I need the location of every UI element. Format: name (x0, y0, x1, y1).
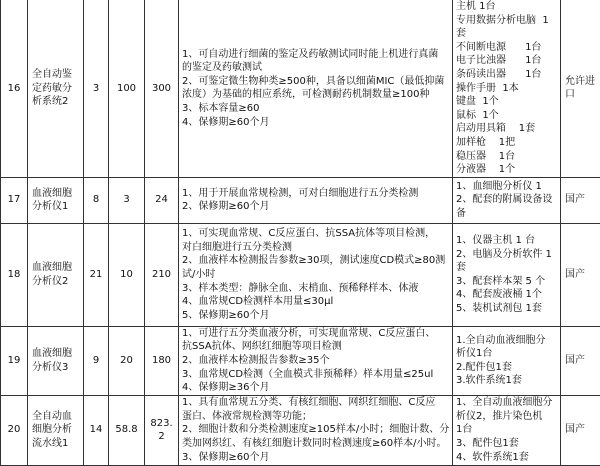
quantity: 21 (84, 223, 109, 326)
parameters (179, 326, 453, 395)
config-line: 1台 (456, 423, 557, 437)
unit-price: 58.8 (109, 395, 145, 465)
origin: 国产 (561, 177, 600, 223)
config-line: 4、软件系统1套 (456, 451, 557, 465)
config-line: 电子比浊器 1台 (456, 54, 557, 68)
config-line: 1、全自动血液细胞分 (456, 396, 557, 410)
quantity: 3 (84, 0, 109, 177)
param-line: 2、血液样本检测报告参数≥35个 (182, 354, 449, 368)
configuration (453, 395, 561, 465)
param-line: 1、可进行五分类血液分析，可实现血常规、C反应蛋白、 (182, 327, 449, 341)
param-line: 的鉴定及药敏测试 (182, 61, 449, 75)
param-line: 4、保修期≥36个月 (182, 381, 449, 395)
unit-price: 20 (109, 326, 145, 395)
total-price: 823.2 (145, 395, 179, 465)
configuration (453, 0, 561, 177)
config-line: 5、装机试剂包 1套 (456, 302, 557, 316)
config-line: 主机 1台 (456, 0, 557, 14)
param-line: 1、用于开展血常规检测，可对白细胞进行五分类检测 (182, 187, 449, 201)
config-line: 3、配套样本架 5 个 (456, 275, 557, 289)
param-line: 2、可鉴定微生物种类≥500种，具备以细菌MIC（最低抑菌 (182, 75, 449, 89)
equipment-name: 血液细胞分析仪1 (28, 177, 84, 223)
configuration (453, 326, 561, 395)
config-line: 3、配件包1套 (456, 437, 557, 451)
config-line: 鼠标 1个 (456, 109, 557, 123)
configuration (453, 177, 561, 223)
row-number: 19 (1, 326, 28, 395)
unit-price: 3 (109, 177, 145, 223)
param-line: 3、保修期≥60个月 (182, 451, 449, 465)
total-price: 210 (145, 223, 179, 326)
config-line: 4、配套废液桶 1个 (456, 288, 557, 302)
row-number: 20 (1, 395, 28, 465)
equipment-name: 血液细胞分析仪3 (28, 326, 84, 395)
param-line: 5、保修期≥60个月 (182, 309, 449, 323)
param-line: 蛋白、体液常规检测等功能； (182, 410, 449, 424)
config-line: 不间断电源 1台 (456, 41, 557, 55)
param-line: 2、细胞计数和分类检测速度≥105样本/小时；细胞计数、分 (182, 423, 449, 437)
param-line: 4、血常规CD检测样本用量≤30μl (182, 295, 449, 309)
equipment-name: 全自动鉴定药敏分析系统2 (28, 0, 84, 177)
unit-price: 100 (109, 0, 145, 177)
origin: 国产 (561, 395, 600, 465)
row-number: 17 (1, 177, 28, 223)
row-number: 16 (1, 0, 28, 177)
config-line: 分液器 1个 (456, 163, 557, 177)
quantity: 8 (84, 177, 109, 223)
config-line: 加样枪 1把 (456, 136, 557, 150)
config-line: 稳压器 1台 (456, 150, 557, 164)
table-row (1, 177, 600, 223)
config-line: 操作手册 1本 (456, 82, 557, 96)
parameters (179, 0, 453, 177)
row-number: 18 (1, 223, 28, 326)
config-line: 键盘 1个 (456, 95, 557, 109)
config-line: 析仪1台 (456, 347, 557, 361)
config-line: 套 (456, 261, 557, 275)
param-line: 1、可实现血常规、C反应蛋白、抗SSA抗体等项目检测， (182, 227, 449, 241)
config-line: 1、血细胞分析仪 1 (456, 180, 557, 194)
param-line: 1、具有血常规五分类、有核红细胞、网织红细胞、C反应 (182, 396, 449, 410)
equipment-name: 血液细胞分析仪2 (28, 223, 84, 326)
parameters (179, 177, 453, 223)
config-line: 1、仪器主机 1 台 (456, 234, 557, 248)
param-line: 4、保修期≥60个月 (182, 116, 449, 130)
config-line: 2、电脑及分析软件 1 (456, 248, 557, 262)
total-price: 180 (145, 326, 179, 395)
config-line: 3.软件系统1套 (456, 374, 557, 388)
param-line: 抗SSA抗体、网织红细胞等项目检测 (182, 340, 449, 354)
param-line: 对白细胞进行五分类检测 (182, 241, 449, 255)
config-line: 备 (456, 207, 557, 221)
config-line: 套 (456, 27, 557, 41)
parameters (179, 395, 453, 465)
table-row (1, 223, 600, 326)
quantity: 14 (84, 395, 109, 465)
param-line: 2、血液样本检测报告参数≥30项，测试速度CD模式≥80测 (182, 254, 449, 268)
origin: 允许进口 (561, 0, 600, 177)
origin: 国产 (561, 326, 600, 395)
equipment-name: 全自动血细胞分析流水线1 (28, 395, 84, 465)
origin: 国产 (561, 223, 600, 326)
unit-price: 10 (109, 223, 145, 326)
config-line: 启动用具箱 1套 (456, 122, 557, 136)
config-line: 1.全自动血液细胞分 (456, 334, 557, 348)
table-row (1, 326, 600, 395)
parameters (179, 223, 453, 326)
table-row (1, 395, 600, 465)
param-line: 1、可自动进行细菌的鉴定及药敏测试同时能上机进行真菌 (182, 48, 449, 62)
param-line: 类加网织红、有核红细胞计数同时检测速度≥60样本/小时。 (182, 437, 449, 451)
param-line: 3、样本类型：静脉全血、末梢血、预稀释样本、体液 (182, 282, 449, 296)
param-line: 试/小时 (182, 268, 449, 282)
table-body (1, 0, 600, 465)
param-line: 3、血常规CD检测（全血模式非预稀释）样本用量≤25ul (182, 368, 449, 382)
param-line: 浓度）为基础的相应系统，可检测耐药机制数量≥100种 (182, 88, 449, 102)
table-row (1, 0, 600, 177)
config-line: 析仪2，推片染色机 (456, 410, 557, 424)
config-line: 2、配套的附属设备设 (456, 193, 557, 207)
total-price: 24 (145, 177, 179, 223)
configuration (453, 223, 561, 326)
total-price: 300 (145, 0, 179, 177)
config-line: 条码读出器 1台 (456, 68, 557, 82)
config-line: 2.配件包1套 (456, 361, 557, 375)
quantity: 9 (84, 326, 109, 395)
param-line: 3、标本容量≥60 (182, 102, 449, 116)
param-line: 2、保修期≥60个月 (182, 200, 449, 214)
config-line: 专用数据分析电脑 1 (456, 14, 557, 28)
